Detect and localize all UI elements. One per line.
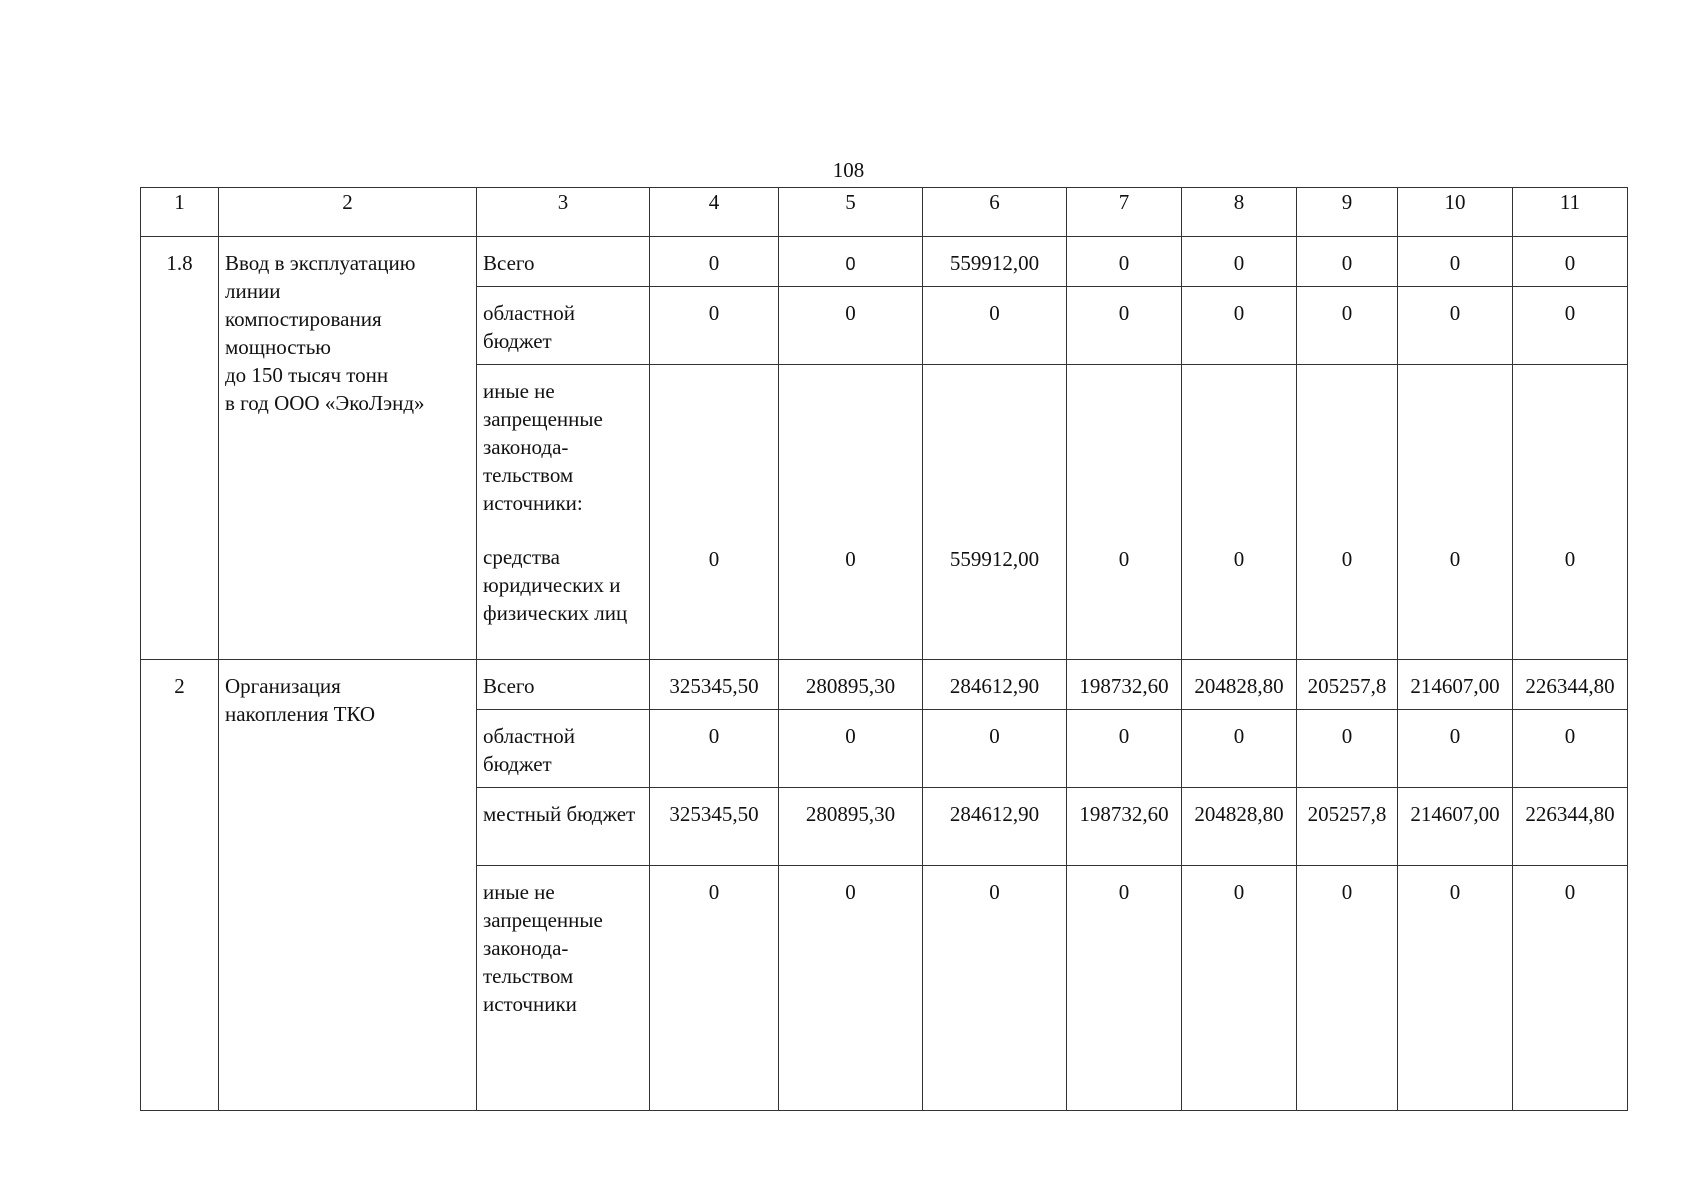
item-name-line: накопления ТКО [225,702,376,726]
header-cell: 11 [1513,188,1628,237]
table-row [141,660,1628,710]
value-cell: 0 [650,287,779,365]
value-cell: 0 [1398,287,1513,365]
item-name-line: Ввод в эксплуатацию [225,251,416,275]
item-name [219,237,477,660]
value-cell: 0 [1513,866,1628,1111]
item-number: 2 [141,660,219,1111]
header-cell: 1 [141,188,219,237]
value-cell: 559912,00 [923,237,1067,287]
value-cell: 214607,00 [1398,788,1513,866]
value-cell: 0 [1297,365,1398,660]
value-cell: 0 [1182,710,1297,788]
header-cell: 9 [1297,188,1398,237]
value-cell: 0 [1513,287,1628,365]
value-cell: 0 [1182,287,1297,365]
value-cell: 325345,50 [650,660,779,710]
value-cell: 0 [1513,237,1628,287]
value-cell: 0 [650,866,779,1111]
header-cell: 4 [650,188,779,237]
item-name-line: линии [225,279,281,303]
item-name-line: до 150 тысяч тонн [225,363,389,387]
value-cell: 0 [1398,237,1513,287]
source-label-text: иные не запрещенные законода-тельством источники: [483,379,603,515]
budget-table [140,187,1628,1111]
value-cell: 0 [779,287,923,365]
value-cell: 0 [1067,287,1182,365]
value-cell: 0 [1297,710,1398,788]
item-name-line: Организация [225,674,341,698]
value-cell: 284612,90 [923,788,1067,866]
value-cell: 0 [1297,866,1398,1111]
value-cell: 0 [779,365,923,660]
header-cell: 3 [477,188,650,237]
page-number: 108 [832,158,865,182]
value-cell: 198732,60 [1067,788,1182,866]
item-name-line: компостирования [225,307,382,331]
value-cell: 226344,80 [1513,788,1628,866]
item-name [219,660,477,1111]
source-label: Всего [477,237,650,287]
header-cell: 2 [219,188,477,237]
value-cell: 284612,90 [923,660,1067,710]
value-cell: 280895,30 [779,788,923,866]
value-cell: 0 [1067,710,1182,788]
value-cell: 0 [1513,710,1628,788]
value-cell: 0 [650,365,779,660]
item-number: 1.8 [141,237,219,660]
header-cell: 6 [923,188,1067,237]
table-row [141,237,1628,287]
value-cell: 0 [923,866,1067,1111]
value-cell: 226344,80 [1513,660,1628,710]
source-label: областной бюджет [477,710,650,788]
source-label [477,365,650,660]
header-cell: 5 [779,188,923,237]
value-cell: 0 [779,710,923,788]
item-name-line: в год ООО «ЭкоЛэнд» [225,391,425,415]
header-cell: 8 [1182,188,1297,237]
source-label: Всего [477,660,650,710]
value-cell: 0 [1067,237,1182,287]
value-cell: 205257,8 [1297,660,1398,710]
header-cell: 7 [1067,188,1182,237]
value-cell: 280895,30 [779,660,923,710]
value-cell: 0 [923,710,1067,788]
value-cell: 0 [923,287,1067,365]
value-cell: 0 [1398,866,1513,1111]
value-cell: 0 [1067,365,1182,660]
value-cell: 0 [1182,866,1297,1111]
value-cell: 0 [1297,237,1398,287]
header-row [141,188,1628,237]
source-label: иные не запрещенные законода-тельством источники [477,866,650,1111]
value-cell: 0 [1398,710,1513,788]
value-cell: 204828,80 [1182,788,1297,866]
value-cell: 0 [1067,866,1182,1111]
value-cell: 325345,50 [650,788,779,866]
source-label: местный бюджет [477,788,650,866]
value-cell: 0 [779,866,923,1111]
value-cell: 204828,80 [1182,660,1297,710]
value-cell: 0 [1513,365,1628,660]
value-cell [779,237,923,287]
value-cell: 0 [1398,365,1513,660]
value-cell: 0 [1297,287,1398,365]
value-cell: 198732,60 [1067,660,1182,710]
value-cell: 0 [650,710,779,788]
value-text: 0 [845,254,856,274]
source-sublabel: средства юридических и физических лиц [483,545,628,625]
value-cell: 205257,8 [1297,788,1398,866]
value-cell: 559912,00 [923,365,1067,660]
value-cell: 0 [1182,365,1297,660]
value-cell: 0 [650,237,779,287]
header-cell: 10 [1398,188,1513,237]
source-label: областной бюджет [477,287,650,365]
item-name-line: мощностью [225,335,331,359]
value-cell: 214607,00 [1398,660,1513,710]
value-cell: 0 [1182,237,1297,287]
